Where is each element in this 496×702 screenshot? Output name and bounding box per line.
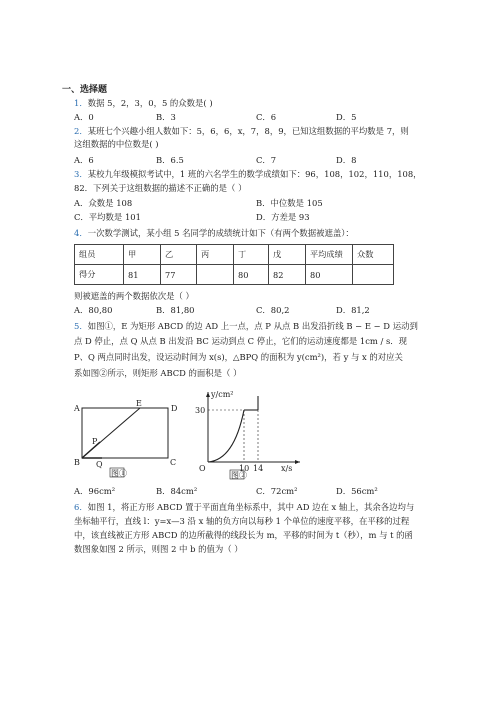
- table-cell-hidden: [353, 265, 394, 285]
- option-d: D．8: [336, 155, 357, 165]
- x-tick-14: 14: [253, 464, 264, 473]
- option-b: B．3: [156, 112, 176, 122]
- figure-1-rectangle: [70, 398, 182, 478]
- question-text-line1: 某校九年级模拟考试中，1 班的六名学生的数学成绩如下：96，108，102，110，108，: [87, 169, 422, 179]
- option-c: C．80,2: [256, 305, 290, 315]
- section-title: 一、选择题: [62, 85, 108, 95]
- table-row: [75, 265, 394, 285]
- table-cell: 戊: [269, 245, 306, 265]
- question-number: 4．: [74, 228, 88, 238]
- question-number: 2．: [74, 126, 88, 136]
- option-c: C．7: [256, 155, 277, 165]
- question-text-line1: 某班七个兴趣小组人数如下：5，6，6，x，7，8，9，已知这组数据的平均数是 7，则: [87, 126, 409, 136]
- y-tick-30: 30: [195, 406, 206, 415]
- label-p: P: [92, 437, 98, 446]
- option-a: A．96cm²: [74, 486, 116, 496]
- score-table: [74, 244, 394, 285]
- table-cell: 组员: [75, 245, 124, 265]
- label-c: C: [170, 458, 177, 467]
- question-2: [74, 126, 409, 137]
- question-3: [74, 169, 422, 180]
- x-axis-label: x/s: [281, 464, 293, 473]
- question-6: [74, 502, 414, 513]
- option-b: B．6.5: [156, 155, 184, 165]
- question-text-line1: 如图①，E 为矩形 ABCD 的边 AD 上一点，点 P 从点 B 出发沿折线 B − E − D 运动到: [87, 321, 418, 331]
- option-a: A．80,80: [74, 305, 113, 315]
- table-cell: 82: [269, 265, 306, 285]
- option-c: C．72cm²: [256, 486, 298, 496]
- option-a: A．0: [74, 112, 94, 122]
- table-cell: 80: [234, 265, 269, 285]
- origin-label: O: [199, 464, 206, 473]
- question-5: [74, 321, 418, 332]
- question-1: [74, 98, 213, 109]
- option-b: B．81,80: [156, 305, 195, 315]
- table-cell: 众数: [353, 245, 394, 265]
- table-cell: 平均成绩: [306, 245, 353, 265]
- option-c: C．平均数是 101: [74, 212, 141, 222]
- curve-segment: [208, 410, 244, 462]
- x-tick-10: 10: [239, 464, 250, 473]
- option-a: A．众数是 108: [74, 198, 133, 208]
- question-number: 1．: [74, 98, 88, 108]
- label-a: A: [74, 404, 80, 413]
- option-d: D．81,2: [336, 305, 370, 315]
- option-b: B．84cm²: [156, 486, 198, 496]
- question-4: [74, 228, 354, 239]
- figure-2-caption: 图②: [231, 471, 247, 480]
- table-cell: 甲: [124, 245, 161, 265]
- question-text-line4: 系如图②所示，则矩形 ABCD 的面积是（ ）: [74, 368, 242, 378]
- table-cell: 81: [124, 265, 161, 285]
- table-cell: 丁: [234, 245, 269, 265]
- y-axis-label: y/cm²: [211, 390, 234, 399]
- question-text-line2: 这组数据的中位数是( ): [74, 139, 159, 149]
- question-text-line4: 数图象如图 2 所示，则图 2 中 b 的值为（ ）: [74, 544, 243, 554]
- figure-1-caption: 图①: [111, 469, 127, 478]
- table-cell: 80: [306, 265, 353, 285]
- option-c: C．6: [256, 112, 277, 122]
- option-d: D．方差是 93: [256, 212, 310, 222]
- question-text-after-table: 则被遮盖的两个数据依次是（ ）: [74, 291, 194, 301]
- label-e: E: [136, 399, 142, 408]
- question-text-line1: 如图 1，将正方形 ABCD 置于平面直角坐标系中，其中 AD 边在 x 轴上，其余各边均与: [87, 502, 415, 512]
- question-number: 3．: [74, 169, 88, 179]
- question-text: 数据 5，2，3，0，5 的众数是( ): [87, 98, 213, 108]
- question-text-line3: 中，该直线被正方形 ABCD 的边所截得的线段长为 m，平移的时间为 t（秒），m 与 t 的函: [74, 530, 413, 540]
- option-a: A．6: [74, 155, 94, 165]
- table-cell: 乙: [161, 245, 197, 265]
- table-cell: 得分: [75, 265, 124, 285]
- question-text-line3: P、Q 两点同时出发，设运动时间为 x(s)，△BPQ 的面积为 y(cm²)，若 y 与 x 的对应关: [74, 352, 403, 362]
- option-b: B．中位数是 105: [256, 198, 323, 208]
- question-text: 一次数学测试，某小组 5 名同学的成绩统计如下（有两个数据被遮盖）：: [87, 228, 354, 238]
- option-d: D．56cm²: [336, 486, 378, 496]
- figure-2-graph: [194, 388, 304, 480]
- label-d: D: [171, 404, 178, 413]
- question-number: 5．: [74, 321, 88, 331]
- table-cell: 丙: [197, 245, 234, 265]
- table-cell: 77: [161, 265, 197, 285]
- label-q: Q: [96, 460, 103, 469]
- table-cell-hidden: [197, 265, 234, 285]
- question-text-line2: 82．下列关于这组数据的描述不正确的是（ ）: [74, 183, 247, 193]
- option-d: D．5: [336, 112, 357, 122]
- question-text-line2: 坐标轴平行，直线 l：y=x—3 沿 x 轴的负方向以每秒 1 个单位的速度平移，在平移的过程: [74, 516, 410, 526]
- question-text-line2: 点 D 停止，点 Q 从点 B 出发沿 BC 运动到点 C 停止，它们的运动速度都是 1cm / s．现: [74, 336, 408, 346]
- label-b: B: [74, 458, 80, 467]
- table-header-row: [75, 245, 394, 265]
- question-number: 6．: [74, 502, 88, 512]
